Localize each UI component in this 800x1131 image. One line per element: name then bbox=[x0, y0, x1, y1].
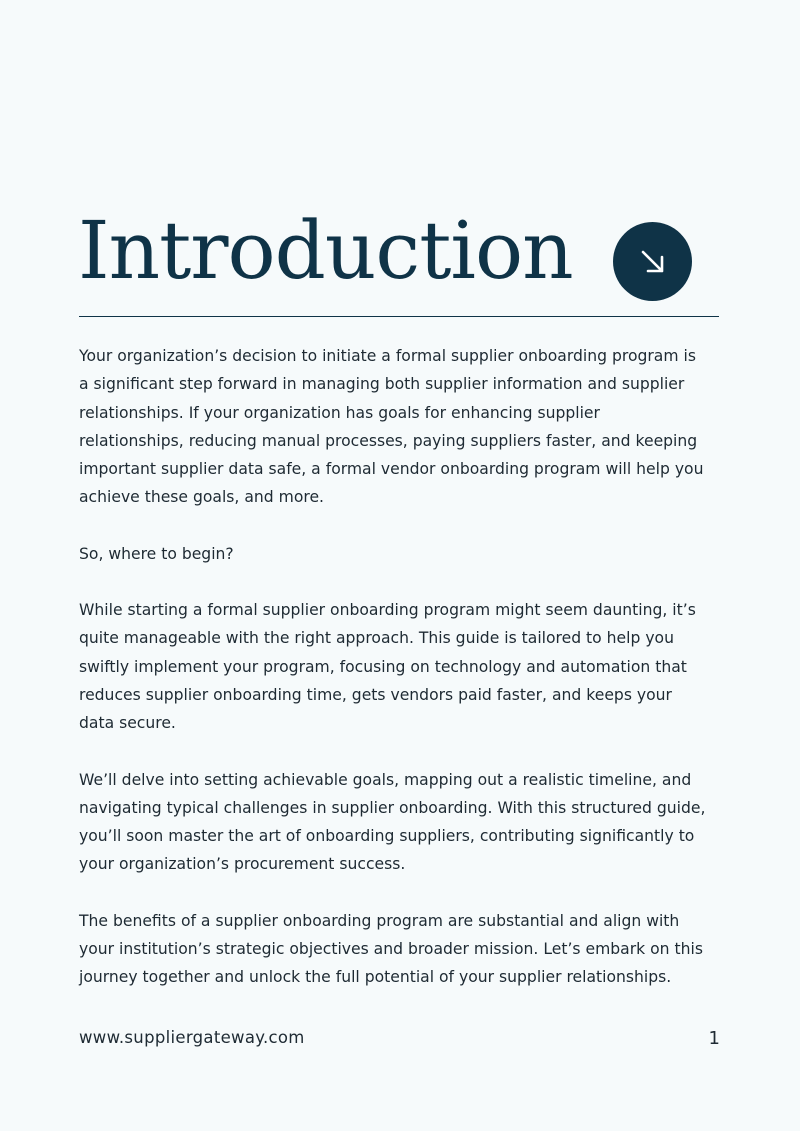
paragraph-benefits: The benefits of a supplier onboarding program are substantial and align with your institution’s strategic objectives and broader mission. Let’s embark on this journey together and unlock the full potential of your supplier relationships. bbox=[79, 911, 703, 987]
title-divider bbox=[79, 316, 719, 317]
footer-website-link[interactable]: www.suppliergateway.com bbox=[79, 1028, 305, 1047]
page-number: 1 bbox=[708, 1028, 720, 1049]
arrow-down-right-icon bbox=[613, 222, 692, 301]
paragraph-intro: Your organization’s decision to initiate a formal supplier onboarding program is a significant step forward in managing both supplier information and supplier relationships. If your organization has goals for enhancing supplier relationships, reducing manual processes, paying suppliers faster, and keeping important supplier data safe, a formal vendor onboarding program will help you achieve these goals, and more. bbox=[79, 347, 704, 507]
paragraph-approach: While starting a formal supplier onboarding program might seem daunting, it’s quite manageable with the right approach. This guide is tailored to help you swiftly implement your program, focusing on technology and automation that reduces supplier onboarding time, gets vendors paid faster, and keeps your data secure. bbox=[79, 601, 696, 733]
body-text bbox=[79, 342, 729, 1020]
arrow-down-right-glyph bbox=[636, 245, 670, 279]
paragraph-question: So, where to begin? bbox=[79, 544, 234, 563]
page-title: Introduction bbox=[78, 204, 573, 297]
paragraph-goals: We’ll delve into setting achievable goals, mapping out a realistic timeline, and navigating typical challenges in supplier onboarding. With this structured guide, you’ll soon master the art of onboarding suppliers, contributing significantly to your organization’s procurement success. bbox=[79, 770, 706, 874]
